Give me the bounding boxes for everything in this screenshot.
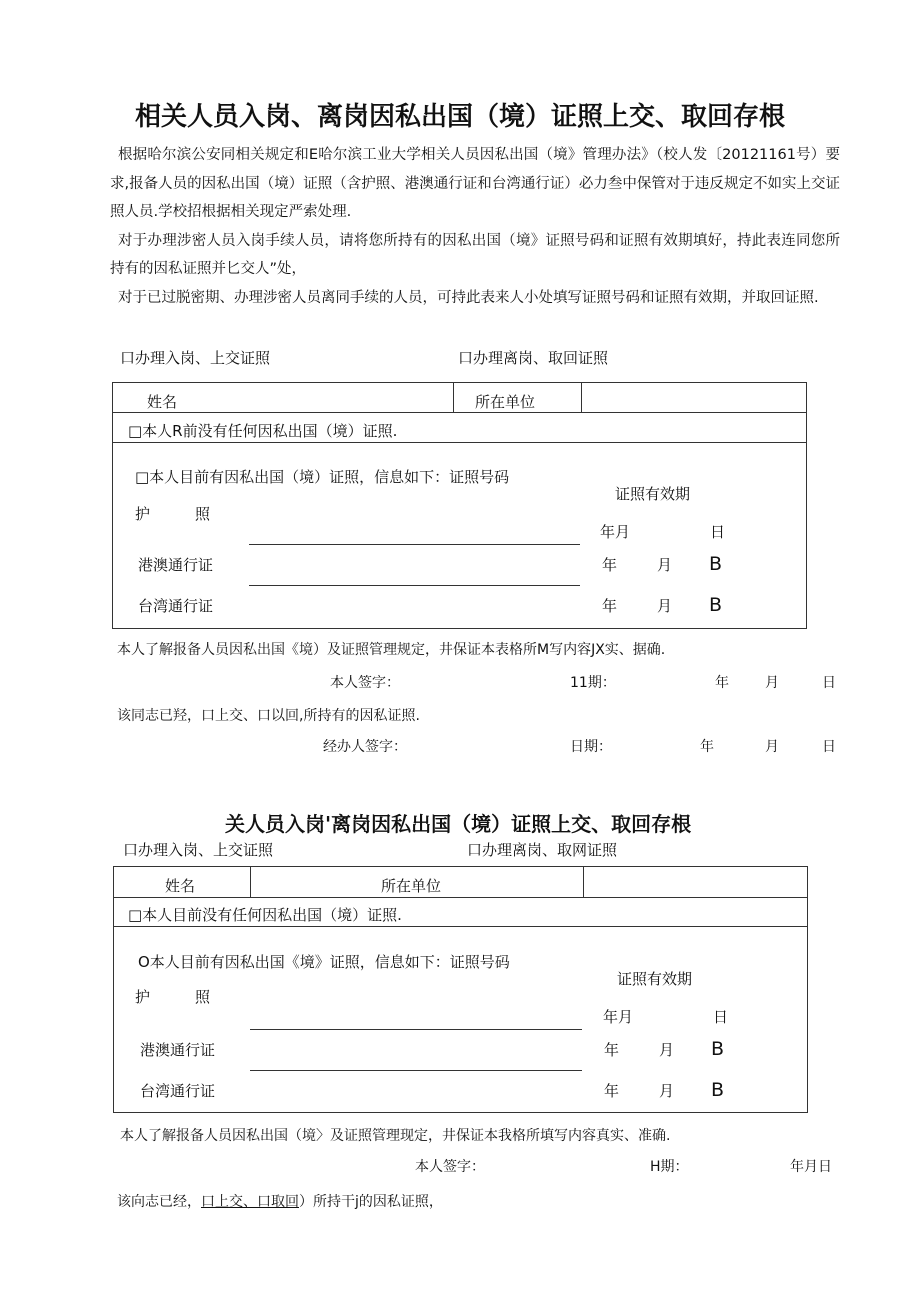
- year-month-label: 年月: [603, 1008, 634, 1026]
- passport-label: 护 照: [135, 988, 211, 1006]
- year-label: 年: [715, 675, 729, 691]
- instructions: [110, 141, 840, 313]
- day-label: B: [709, 553, 723, 575]
- confirmation-text: 该同志已羟，口上交、口以回,所持有的因私证照.: [117, 708, 420, 724]
- year-label: 年: [602, 597, 618, 615]
- confirm-suffix: ）所持干j的因私证照，: [299, 1194, 443, 1210]
- taiwan-label: 台湾通行证: [140, 1082, 216, 1100]
- ymd-label: 年月日: [790, 1159, 832, 1175]
- no-cert-checkbox[interactable]: □本人目前没有任何因私出国（境）证照.: [128, 906, 402, 924]
- paragraph: 对于办理涉密人员入岗手续人员，请将您所持有的因私出国（境》证照号码和证照有效期填好，持此表连同您所持有的因私证照并匕交人”处，: [110, 232, 840, 278]
- name-label: 姓名: [147, 393, 178, 411]
- validity-label: 证照有效期: [617, 970, 693, 988]
- day-label: 日: [822, 675, 836, 691]
- handler-date-label: 日期：: [570, 739, 612, 755]
- option-checkin[interactable]: 口办理入岗、上交证照: [120, 349, 271, 367]
- passport-label: 护 照: [135, 505, 211, 523]
- statement: 本人了解报备人员因私出国（境〉及证照管理现定，井保证本我格所填写内容真实、准确.: [120, 1128, 671, 1144]
- no-cert-checkbox[interactable]: □本人R前没有任何因私出国（境）证照.: [128, 422, 398, 440]
- option-checkout[interactable]: 口办理离岗、取网证照: [467, 841, 618, 859]
- year-label: 年: [604, 1082, 620, 1100]
- form-table: [113, 866, 808, 1113]
- hk-macau-number-field[interactable]: [249, 585, 580, 586]
- name-label: 姓名: [165, 877, 196, 895]
- form-table: [112, 382, 807, 629]
- day-label: 日: [710, 523, 726, 541]
- validity-label: 证照有效期: [615, 485, 691, 503]
- hk-macau-label: 港澳通行证: [138, 556, 214, 574]
- has-cert-checkbox[interactable]: O本人目前有因私出国《境》证照，信息如下：证照号码: [138, 953, 510, 971]
- year-month-label: 年月: [600, 523, 631, 541]
- taiwan-label: 台湾通行证: [138, 597, 214, 615]
- month-label: 月: [657, 556, 673, 574]
- page-title: 相关人员入岗、离岗因私出国（境）证照上交、取回存根: [134, 102, 785, 132]
- date-label: 11期：: [570, 675, 616, 691]
- confirm-prefix: 该向志已经，: [117, 1194, 201, 1210]
- month-label: 月: [765, 675, 779, 691]
- passport-number-field[interactable]: [250, 1029, 582, 1030]
- day-label: 日: [713, 1008, 729, 1026]
- paragraph: 根据哈尔滨公安同相关规定和E哈尔滨工业大学相关人员因私出国（境》管理办法》（校人发〔20121161号）要求,报备人员的因私出国（境）证照（含护照、港澳通行证和台湾通行证）必力叁中保管对于违反规定不如实上交证照人员.学校招根据相关现定严索处理.: [110, 147, 840, 221]
- option-checkin[interactable]: 口办理入岗、上交证照: [123, 841, 274, 859]
- statement: 本人了解报备人员因私出国《境）及证照管理规定，井保证本表格所M写内容JX实、据确.: [117, 642, 666, 658]
- hk-macau-label: 港澳通行证: [140, 1041, 216, 1059]
- day-label: B: [711, 1038, 725, 1060]
- year-label: 年: [602, 556, 618, 574]
- unit-label: 所在单位: [475, 393, 536, 411]
- signature-label: 本人签字：: [415, 1159, 485, 1175]
- option-checkout[interactable]: 口办理离岗、取回证照: [458, 349, 609, 367]
- day-label: B: [709, 594, 723, 616]
- month-label: 月: [659, 1082, 675, 1100]
- date-label: H期：: [650, 1159, 689, 1175]
- day-label: 日: [822, 739, 836, 755]
- month-label: 月: [765, 739, 779, 755]
- unit-label: 所在单位: [381, 877, 442, 895]
- day-label: B: [711, 1079, 725, 1101]
- year-label: 年: [700, 739, 714, 755]
- month-label: 月: [657, 597, 673, 615]
- confirm-options[interactable]: 口上交、口取回: [201, 1194, 299, 1210]
- passport-number-field[interactable]: [249, 544, 580, 545]
- hk-macau-number-field[interactable]: [250, 1070, 582, 1071]
- section2-title: 关人员入岗'离岗因私出国（境）证照上交、取回存根: [225, 812, 692, 836]
- signature-label: 本人签字：: [330, 675, 400, 691]
- paragraph: 对于已过脱密期、办理涉密人员离同手续的人员，可持此表来人小处填写证照号码和证照有效期，并取回证照.: [118, 289, 819, 306]
- has-cert-checkbox[interactable]: □本人目前有因私出国（境）证照，信息如下：证照号码: [135, 468, 510, 486]
- confirmation-text: [117, 1192, 443, 1212]
- handler-signature-label: 经办人签字：: [323, 739, 407, 755]
- month-label: 月: [659, 1041, 675, 1059]
- year-label: 年: [604, 1041, 620, 1059]
